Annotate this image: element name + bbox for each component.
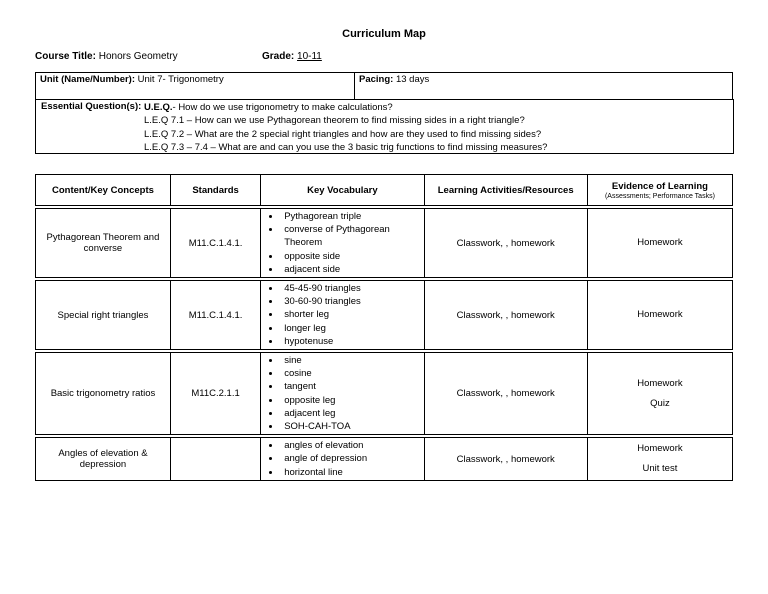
vocab-cell (261, 438, 424, 481)
vocab-item: • shorter leg (281, 308, 420, 321)
leq-line: L.E.Q 7.2 – What are the 2 special right triangles and how are they used to find missing sides? (144, 128, 542, 140)
pacing-label: Pacing: (359, 74, 394, 85)
standard-cell: M11C.2.1.1 (170, 353, 260, 435)
header-evidence-sub: (Assessments; Performance Tasks) (604, 192, 715, 200)
pacing-cell (355, 73, 733, 100)
vocab-item: • longer leg (281, 322, 420, 335)
activities-cell: Classwork, , homework (424, 209, 587, 278)
ueq-label: U.E.Q. (144, 102, 173, 113)
evidence-cell (587, 353, 732, 435)
course-title-value: Honors Geometry (98, 51, 178, 62)
curriculum-table (35, 174, 733, 481)
vocab-item: • Pythagorean triple (281, 210, 420, 223)
header-evidence-title: Evidence of Learning (611, 180, 708, 192)
unit-label: Unit (Name/Number): (40, 74, 136, 85)
pacing-value: 13 days (395, 74, 430, 85)
table-header-row (36, 175, 733, 206)
standard-cell: M11.C.1.4.1. (170, 281, 260, 350)
page-title: Curriculum Map (342, 28, 426, 40)
vocab-item: • angles of elevation (281, 439, 420, 452)
header-standards: Standards (170, 175, 260, 206)
leq-line: L.E.Q 7.3 – 7.4 – What are and can you use the 3 basic trig functions to find missing measures? (144, 142, 548, 154)
evidence-item: Homework (637, 237, 683, 248)
essential-questions-list (144, 101, 547, 155)
ueq-line (144, 101, 547, 114)
evidence-item: Quiz (650, 397, 670, 409)
evidence-item: Homework (637, 309, 683, 321)
vocab-item: • hypotenuse (281, 335, 420, 348)
grade-value: 10-11 (297, 51, 322, 62)
course-title-label: Course Title: (35, 51, 96, 62)
header-concepts: Content/Key Concepts (36, 175, 171, 206)
vocab-item: • converse of Pythagorean Theorem (281, 223, 420, 249)
evidence-item: Homework (637, 377, 683, 389)
grade-label: Grade: (262, 51, 295, 62)
table-row (36, 438, 733, 481)
evidence-item: Homework (637, 443, 683, 455)
course-title (35, 51, 178, 62)
evidence-item: Unit test (642, 463, 678, 475)
activities-cell: Classwork, , homework (424, 353, 587, 435)
vocab-cell (261, 281, 424, 350)
concept-cell: Pythagorean Theorem and converse (36, 209, 171, 278)
concept-cell: Angles of elevation & depression (36, 438, 171, 481)
activities-cell: Classwork, , homework (424, 438, 587, 481)
vocab-item: • opposite side (281, 250, 420, 263)
vocab-item: • horizontal line (281, 466, 420, 479)
vocab-cell (261, 209, 424, 278)
concept-cell: Basic trigonometry ratios (36, 353, 171, 435)
table-row (36, 353, 733, 435)
evidence-cell (587, 281, 732, 350)
essential-questions-box (35, 99, 734, 154)
standard-cell (170, 438, 260, 481)
evidence-cell (587, 209, 732, 278)
vocab-item: • 45-45-90 triangles (281, 282, 420, 295)
essential-questions-label: Essential Question(s): (41, 101, 142, 112)
unit-info-table (35, 72, 733, 100)
table-row (36, 281, 733, 350)
standard-cell: M11.C.1.4.1. (170, 209, 260, 278)
header-vocabulary: Key Vocabulary (261, 175, 424, 206)
grade (262, 51, 322, 62)
vocab-item: • adjacent leg (281, 407, 420, 420)
vocab-item: • tangent (281, 380, 420, 393)
vocab-item: • sine (281, 354, 420, 367)
header-activities: Learning Activities/Resources (424, 175, 587, 206)
vocab-item: • adjacent side (281, 263, 420, 276)
vocab-item: • 30-60-90 triangles (281, 295, 420, 308)
vocab-item: • angle of depression (281, 452, 420, 465)
vocab-item: • SOH-CAH-TOA (281, 420, 420, 433)
vocab-item: • cosine (281, 367, 420, 380)
ueq-text: - How do we use trigonometry to make calculations? (172, 102, 393, 113)
evidence-cell (587, 438, 732, 481)
leq-line: L.E.Q 7.1 – How can we use Pythagorean theorem to find missing sides in a right triangle? (144, 115, 525, 127)
header-evidence (587, 175, 732, 206)
unit-value: Unit 7- Trigonometry (137, 74, 224, 85)
table-row (36, 209, 733, 278)
activities-cell: Classwork, , homework (424, 281, 587, 350)
concept-cell: Special right triangles (36, 281, 171, 350)
vocab-item: • opposite leg (281, 394, 420, 407)
unit-cell (36, 73, 355, 100)
vocab-cell (261, 353, 424, 435)
